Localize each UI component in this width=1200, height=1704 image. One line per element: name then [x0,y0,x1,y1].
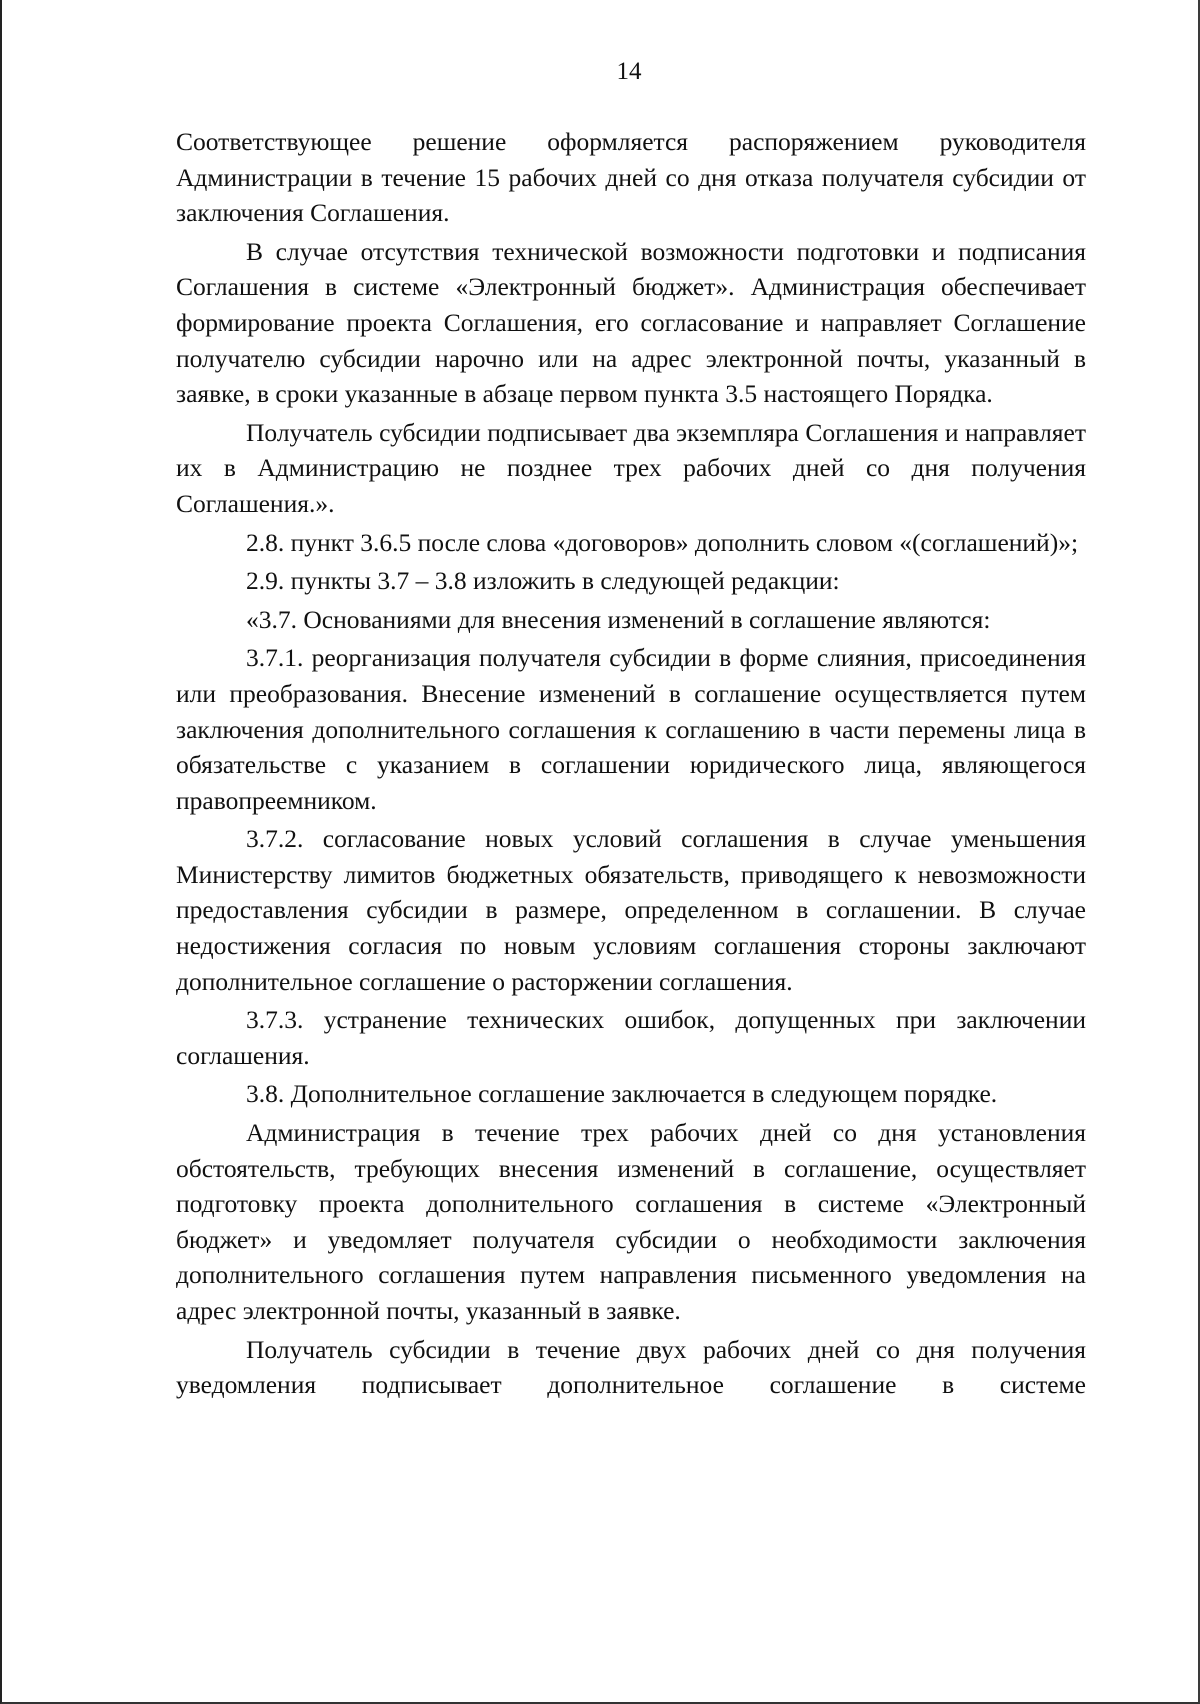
paragraph: Получатель субсидии подписывает два экземпляра Соглашения и направляет их в Администрацию не позднее трех рабочих дней со дня получения Соглашения.». [176,417,1086,518]
paragraph: 3.7.3. устранение технических ошибок, допущенных при заключении соглашения. [176,1005,1086,1070]
paragraph: 3.8. Дополнительное соглашение заключается в следующем порядке. [246,1079,998,1109]
paragraph: 2.9. пункты 3.7 – 3.8 изложить в следующей редакции: [246,566,840,596]
paragraph: «3.7. Основаниями для внесения изменений в соглашение являются: [246,604,991,634]
paragraph: Соответствующее решение оформляется распоряжением руководителя Администрации в течение 15 рабочих дней со дня отказа получателя субсидии от заключения Соглашения. [176,127,1086,228]
page-number: 14 [616,58,642,85]
paragraph: В случае отсутствия технической возможности подготовки и подписания Соглашения в системе «Электронный бюджет». Администрация обеспечивает формирование проекта Соглашения, его согласование и направляет Соглашение получателю субсидии нарочно или на адрес электронной почты, указанный в заявке, в сроки указанные в абзаце первом пункта 3.5 настоящего Порядка. [176,236,1086,409]
paragraph: 3.7.1. реорганизация получателя субсидии в форме слияния, присоединения или преобразования. Внесение изменений в соглашение осуществляется путем заключения дополнительного соглашения к соглашению в части перемены лица в обязательстве с указанием в соглашении юридического лица, являющегося правопреемником. [176,643,1086,815]
document-body [176,124,1086,1406]
paragraph: 3.7.2. согласование новых условий соглашения в случае уменьшения Министерству лимитов бюджетных обязательств, приводящего к невозможности предоставления субсидии в размере, определенном в соглашении. В случае недостижения согласия по новым условиям соглашения стороны заключают дополнительное соглашение о расторжении соглашения. [176,824,1086,996]
paragraph: 2.8. пункт 3.6.5 после слова «договоров» дополнить словом «(соглашений)»; [246,527,1079,557]
paragraph: Получатель субсидии в течение двух рабочих дней со дня получения уведомления подписывает дополнительное соглашение в системе [176,1334,1086,1400]
paragraph: Администрация в течение трех рабочих дней со дня установления обстоятельств, требующих внесения изменений в соглашение, осуществляет подготовку проекта дополнительного соглашения в системе «Электронный бюджет» и уведомляет получателя субсидии о необходимости заключения дополнительного соглашения путем направления письменного уведомления на адрес электронной почты, указанный в заявке. [176,1118,1086,1325]
